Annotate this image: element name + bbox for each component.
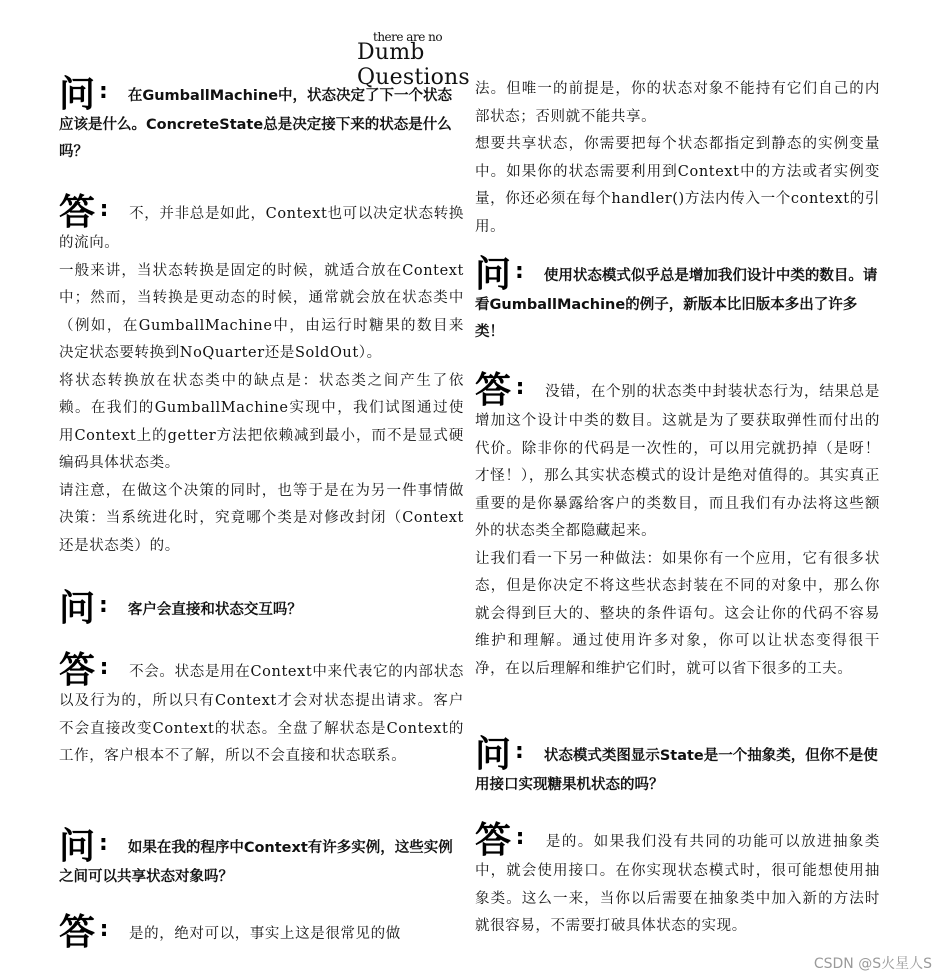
question-marker-icon: 问 [475, 733, 512, 775]
colon-icon: : [99, 593, 108, 618]
answer-3-continued-paragraph-2: 想要共享状态，你需要把每个状态都指定到静态的实例变量中。如果你的状态需要利用到Context中的方法或者实例变量，你还必须在每个handler()方法内传入一个context的引用。 [475, 136, 880, 235]
colon-icon: : [515, 375, 526, 400]
answer-marker-icon: 答 [59, 649, 96, 691]
question-5-text: 状态模式类图显示State是一个抽象类，但你不是使用接口实现糖果机状态的吗？ [475, 748, 878, 793]
question-2 [59, 587, 464, 629]
answer-5-text: 是的。如果我们没有共同的功能可以放进抽象类中，就会使用接口。在你实现状态模式时，很可能想使用抽象类。这么一来，当你以后需要在抽象类中加入新的方法时就很容易，不需要打破具体状态的实现。 [475, 834, 880, 934]
colon-icon: : [99, 831, 108, 856]
qa-block-3 [59, 825, 464, 891]
question-marker-icon: 问 [59, 73, 96, 115]
qa-block-2 [59, 587, 464, 629]
answer-marker-icon: 答 [475, 369, 512, 411]
question-5 [475, 733, 880, 799]
question-1 [59, 73, 464, 166]
answer-1-paragraph-1: 一般来讲，当状态转换是固定的时候，就适合放在Context中；然而，当转换是更动态的时候，通常就会放在状态类中（例如，在GumballMachine中，由运行时糖果的数目来决定状态要转换到NoQuarter还是SoldOut）。 [59, 262, 464, 361]
colon-icon: : [515, 259, 524, 284]
csdn-watermark: CSDN @S火星人S [813, 956, 932, 972]
answer-4 [475, 369, 880, 546]
colon-icon: : [99, 917, 110, 942]
question-marker-icon: 问 [59, 825, 96, 867]
answer-3-continued [475, 76, 880, 241]
answer-4-text: 没错，在个别的状态类中封装状态行为，结果总是增加这个设计中类的数目。这就是为了要获取弹性而付出的代价。除非你的代码是一次性的，可以用完就扔掉（是呀！才怪！），那么其实状态模式的设计是绝对值得的。其实真正重要的是你暴露给客户的类数目，而且我们有办法将这些额外的状态类全都隐藏起来。 [475, 384, 880, 539]
qa-block-1 [59, 73, 464, 166]
answer-3-text: 是的，绝对可以，事实上这是很常见的做 [129, 926, 401, 942]
header-title: Dumb Questions [357, 40, 470, 90]
answer-marker-icon: 答 [59, 911, 96, 953]
answer-block-2 [59, 649, 464, 771]
header-small-text: there are no [373, 30, 443, 44]
answer-5 [475, 819, 880, 941]
question-4 [475, 253, 880, 346]
colon-icon: : [99, 79, 108, 104]
answer-marker-icon: 答 [59, 191, 96, 233]
answer-2 [59, 649, 464, 771]
qa-block-5 [475, 733, 880, 799]
qa-block-4 [475, 253, 880, 346]
answer-3 [59, 911, 464, 953]
answer-2-text: 不会。状态是用在Context中来代表它的内部状态以及行为的，所以只有Context才会对状态提出请求。客户不会直接改变Context的状态。全盘了解状态是Context的工作，客户根本不了解，所以不会直接和状态联系。 [59, 664, 464, 764]
answer-3-continued-paragraph-1: 法。但唯一的前提是，你的状态对象不能持有它们自己的内部状态；否则就不能共享。 [475, 81, 880, 125]
question-3 [59, 825, 464, 891]
answer-block-4 [475, 369, 880, 683]
question-4-text: 使用状态模式似乎总是增加我们设计中类的数目。请看GumballMachine的例子，新版本比旧版本多出了许多类！ [475, 268, 878, 340]
answer-1-paragraph-3: 请注意，在做这个决策的同时，也等于是在为另一件事情做决策：当系统进化时，究竟哪个类是对修改封闭（Context还是状态类）的。 [59, 482, 464, 554]
question-2-text: 客户会直接和状态交互吗？ [127, 602, 302, 618]
answer-1 [59, 191, 464, 258]
colon-icon: : [99, 655, 110, 680]
question-marker-icon: 问 [59, 587, 96, 629]
question-marker-icon: 问 [475, 253, 512, 295]
colon-icon: : [99, 197, 110, 222]
dumb-questions-header [357, 30, 537, 90]
question-3-text: 如果在我的程序中Context有许多实例，这些实例之间可以共享状态对象吗？ [59, 840, 453, 885]
answer-block-1 [59, 191, 464, 560]
answer-4-paragraph-1: 让我们看一下另一种做法：如果你有一个应用，它有很多状态，但是你决定不将这些状态封装在不同的对象中，那么你就会得到巨大的、整块的条件语句。这会让你的代码不容易维护和理解。通过使用许多对象，你可以让状态变得很干净，在以后理解和维护它们时，就可以省下很多的工夫。 [475, 550, 880, 677]
answer-block-3 [59, 911, 464, 953]
answer-1-text: 不，并非总是如此，Context也可以决定状态转换的流向。 [59, 206, 464, 251]
answer-1-paragraph-2: 将状态转换放在状态类中的缺点是：状态类之间产生了依赖。在我们的GumballMachine实现中，我们试图通过使用Context上的getter方法把依赖减到最小，而不是显式硬编码具体状态类。 [59, 372, 464, 471]
colon-icon: : [515, 739, 524, 764]
colon-icon: : [515, 825, 526, 850]
answer-marker-icon: 答 [475, 819, 512, 861]
answer-block-5 [475, 819, 880, 941]
question-1-text: 在GumballMachine中，状态决定了下一个状态应该是什么。ConcreteState总是决定接下来的状态是什么吗？ [59, 88, 453, 160]
